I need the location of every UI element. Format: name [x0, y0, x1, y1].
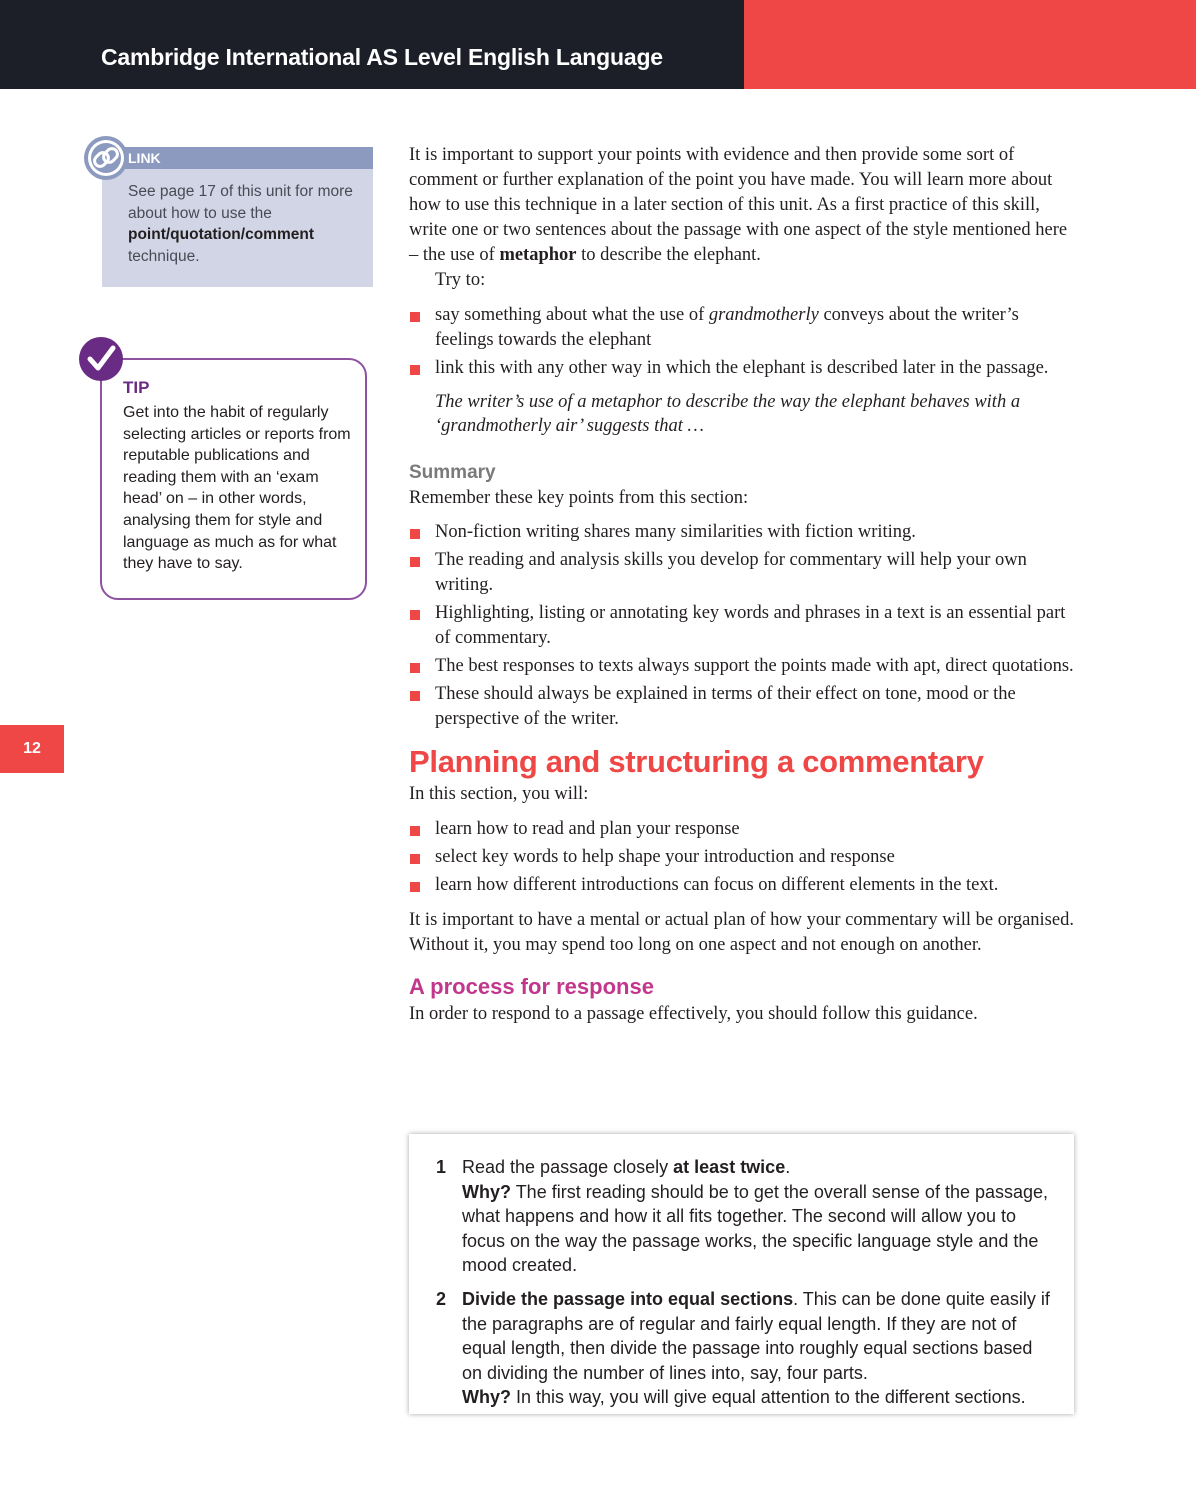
list-item: say something about what the use of grandmotherly conveys about the writer’s feelings towards the elephant [409, 303, 1074, 353]
bullet-square-icon [410, 312, 420, 322]
list-item: select key words to help shape your introduction and response [409, 845, 1074, 870]
example-quote: The writer’s use of a metaphor to describe the way the elephant behaves with a ‘grandmotherly air’ suggests that … [435, 392, 1021, 436]
intro-text-bold: metaphor [499, 245, 577, 265]
bullet-square-icon [410, 882, 420, 892]
planning-paragraph: It is important to have a mental or actual plan of how your commentary will be organised. Without it, you may spend too long on one aspect and not enough on another. [409, 910, 1074, 955]
main-column [409, 143, 1074, 1027]
tip-text: Get into the habit of regularly selecting articles or reports from reputable publications and reading them with an ‘exam head’ on – in other words, analysing them for style and language as much as for what they have to say. [123, 404, 351, 573]
link-chain-icon [83, 135, 129, 181]
bullet-square-icon [410, 854, 420, 864]
intro-paragraph [409, 143, 1074, 268]
link-text [128, 181, 358, 267]
tip-label: TIP [123, 378, 150, 397]
step-number: 1 [436, 1157, 447, 1177]
process-heading: A process for response [409, 974, 654, 999]
planning-list [409, 817, 1074, 898]
list-item: Highlighting, listing or annotating key words and phrases in a text is an essential part of commentary. [409, 601, 1074, 651]
planning-lead: In this section, you will: [409, 784, 589, 804]
try-to-list [409, 303, 1074, 381]
header-accent [744, 0, 1196, 89]
link-text-after: technique. [128, 247, 200, 265]
link-bar [102, 147, 373, 169]
list-item: The reading and analysis skills you develop for commentary will help your own writing. [409, 548, 1074, 598]
process-lead: In order to respond to a passage effectively, you should follow this guidance. [409, 1004, 978, 1024]
bullet-square-icon [410, 663, 420, 673]
list-item: These should always be explained in terms of their effect on tone, mood or the perspective of the writer. [409, 682, 1074, 732]
why-label: Why? [462, 1387, 511, 1407]
bullet-square-icon [410, 610, 420, 620]
bullet-square-icon [410, 826, 420, 836]
step-text: Read the passage closely at least twice. Why? The first reading should be to get the overall sense of the passage, what happens and how it all fits together. The second will allow you to focus on the way the passage works, the specific language style and the mood created. [462, 1157, 1049, 1275]
why-label: Why? [462, 1181, 511, 1202]
process-box [409, 1134, 1074, 1414]
summary-heading: Summary [409, 462, 496, 483]
list-item: link this with any other way in which the elephant is described later in the passage. [409, 356, 1074, 381]
try-to-label: Try to: [435, 270, 486, 290]
list-item: Non-fiction writing shares many similarities with fiction writing. [409, 520, 1074, 545]
intro-text-after: to describe the elephant. [581, 245, 761, 265]
list-item: The best responses to texts always support the points made with apt, direct quotations. [409, 654, 1074, 679]
bullet-square-icon [410, 529, 420, 539]
link-text-before: See page 17 of this unit for more about how to use the [128, 183, 353, 222]
bullet-square-icon [410, 365, 420, 375]
checkmark-icon [78, 336, 124, 382]
step-number: 2 [436, 1289, 447, 1309]
section-heading: Planning and structuring a commentary [409, 744, 984, 779]
intro-text-before: It is important to support your points with evidence and then provide some sort of comment or further explanation of the point you have made. You will learn more about how to use this technique in a later section of this unit. As a first practice of this skill, write one or two sentences about the passage with one aspect of the style mentioned here – the use of [409, 145, 1068, 265]
link-box [102, 147, 373, 287]
list-item: learn how different introductions can focus on different elements in the text. [409, 873, 1074, 898]
list-item: learn how to read and plan your response [409, 817, 1074, 842]
link-label: LINK [128, 150, 161, 166]
summary-list [409, 520, 1074, 732]
page-title: Cambridge International AS Level English Language [101, 44, 663, 70]
bullet-square-icon [410, 691, 420, 701]
bullet-square-icon [410, 557, 420, 567]
summary-lead: Remember these key points from this section: [409, 488, 749, 508]
page-number: 12 [0, 725, 64, 773]
link-text-bold: point/quotation/comment [128, 226, 314, 243]
step-text: Divide the passage into equal sections. This can be done quite easily if the paragraphs are of regular and fairly equal length. If they are not of equal length, then divide the passage into roughly equal sections based on dividing the number of lines into, say, four parts. Why? In this way, you will give equal attention to the different sections. [462, 1289, 1050, 1407]
